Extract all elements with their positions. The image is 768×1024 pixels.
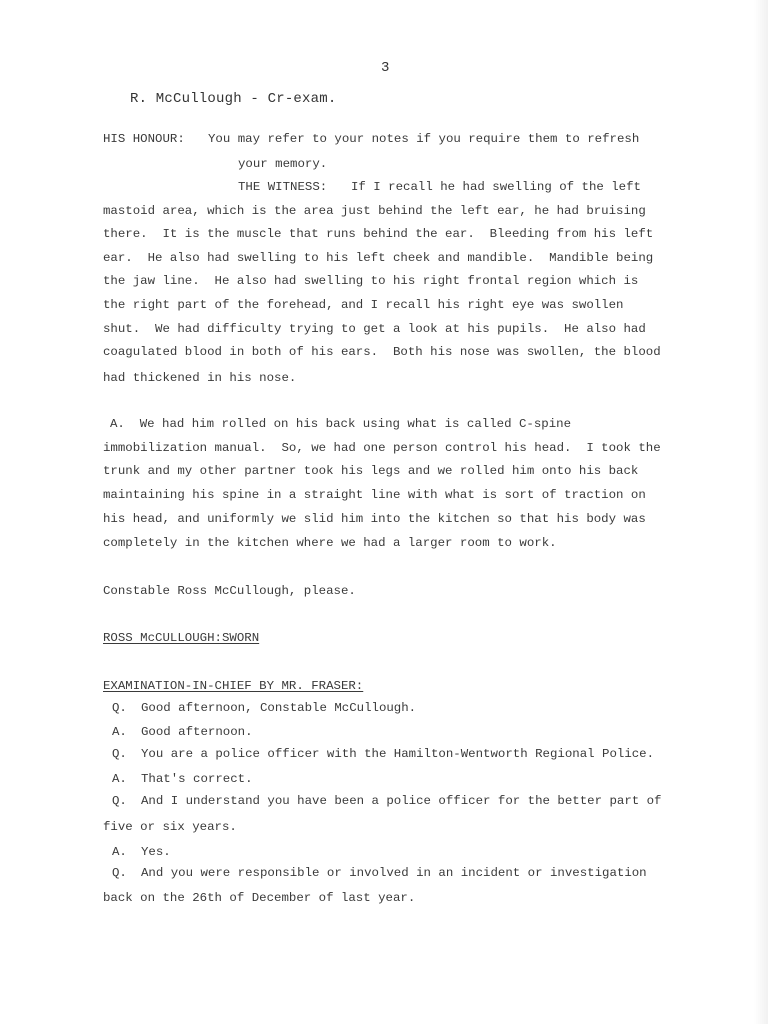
honour-line-2: your memory.	[238, 157, 328, 171]
answer-line: completely in the kitchen where we had a larger room to work.	[103, 536, 557, 550]
sworn-heading: ROSS McCULLOUGH:SWORN	[103, 631, 260, 645]
qa-label: A.	[112, 772, 127, 786]
answer-line: maintaining his spine in a straight line with what is sort of traction on	[103, 488, 646, 502]
honour-line-1: You may refer to your notes if you require them to refresh	[208, 132, 640, 146]
witness-line-1: If I recall he had swelling of the left	[351, 180, 641, 194]
qa-continuation: back on the 26th of December of last year.	[103, 891, 416, 905]
answer-first-line: A. We had him rolled on his back using what is called C-spine	[110, 417, 572, 431]
qa-text: Yes.	[141, 845, 171, 859]
witness-line: had thickened in his nose.	[103, 371, 297, 385]
qa-text: Good afternoon, Constable McCullough.	[141, 701, 417, 715]
qa-label: Q.	[112, 747, 127, 761]
answer-line: trunk and my other partner took his legs and we rolled him onto his back	[103, 464, 639, 478]
page-number: 3	[381, 60, 390, 76]
qa-text: And you were responsible or involved in an incident or investigation	[141, 866, 647, 880]
witness-line: the right part of the forehead, and I recall his right eye was swollen	[103, 298, 624, 312]
section-heading: R. McCullough - Cr-exam.	[130, 91, 337, 107]
qa-continuation: five or six years.	[103, 820, 237, 834]
call-witness: Constable Ross McCullough, please.	[103, 584, 356, 598]
qa-text: And I understand you have been a police officer for the better part of	[141, 794, 662, 808]
qa-text: You are a police officer with the Hamilton-Wentworth Regional Police.	[141, 747, 655, 761]
qa-text: That's correct.	[141, 772, 253, 786]
answer-line: immobilization manual. So, we had one person control his head. I took the	[103, 441, 661, 455]
witness-line: ear. He also had swelling to his left cheek and mandible. Mandible being	[103, 251, 654, 265]
witness-line: there. It is the muscle that runs behind the ear. Bleeding from his left	[103, 227, 654, 241]
qa-text: Good afternoon.	[141, 725, 253, 739]
qa-label: Q.	[112, 701, 127, 715]
answer-line: his head, and uniformly we slid him into the kitchen so that his body was	[103, 512, 646, 526]
page-edge	[754, 0, 768, 1024]
witness-line: shut. We had difficulty trying to get a look at his pupils. He also had	[103, 322, 646, 336]
qa-label: A.	[112, 725, 127, 739]
witness-line: the jaw line. He also had swelling to his right frontal region which is	[103, 274, 639, 288]
qa-label: A.	[112, 845, 127, 859]
speaker-his-honour: HIS HONOUR:	[103, 132, 185, 146]
qa-label: Q.	[112, 866, 127, 880]
examination-heading: EXAMINATION-IN-CHIEF BY MR. FRASER:	[103, 679, 364, 693]
witness-line: coagulated blood in both of his ears. Both his nose was swollen, the blood	[103, 345, 661, 359]
speaker-the-witness: THE WITNESS:	[238, 180, 328, 194]
qa-label: Q.	[112, 794, 127, 808]
witness-line: mastoid area, which is the area just behind the left ear, he had bruising	[103, 204, 646, 218]
